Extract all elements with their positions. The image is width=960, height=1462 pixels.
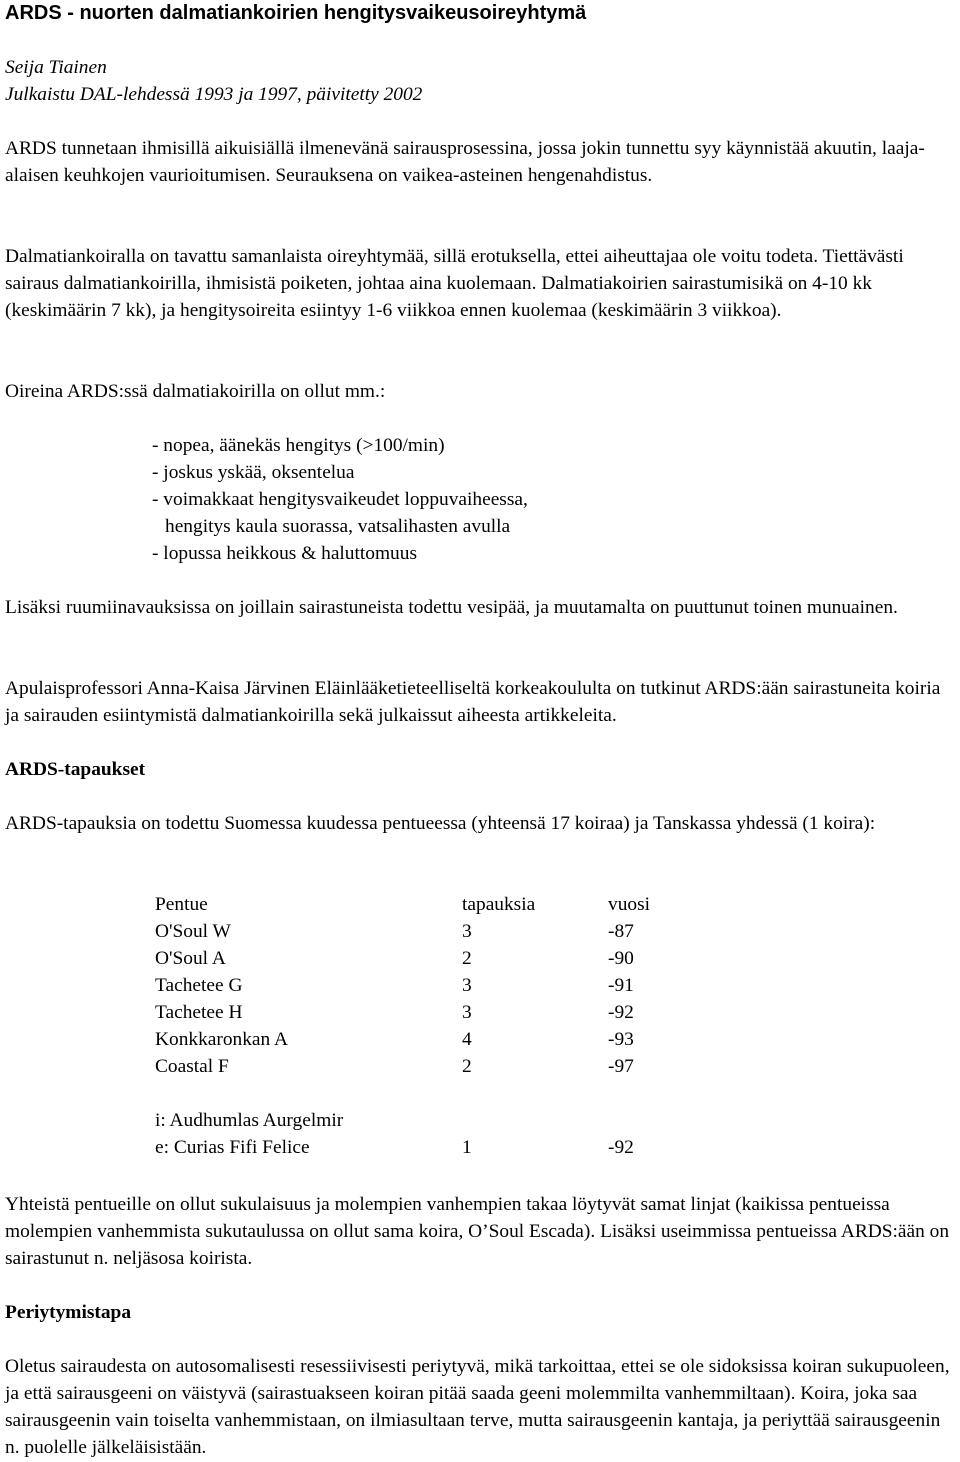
table-row: [155, 918, 708, 945]
cases-cell: 3: [462, 975, 472, 996]
symptoms-intro: Oireina ARDS:ssä dalmatiakoirilla on ollut mm.:: [5, 381, 386, 402]
list-item: hengitys kaula suorassa, vatsalihasten avulla: [165, 516, 511, 537]
research-paragraph: Apulaisprofessori Anna-Kaisa Järvinen Eläinlääketieteelliseltä korkeakoululta on tutkinut ARDS:ään sairastuneita koiria ja sairauden esiintymistä dalmatiankoirilla sekä julkaissut aiheesta artikkeleita.: [5, 678, 941, 726]
symptom-list: [152, 432, 852, 567]
dam-cell: e: Curias Fifi Felice: [155, 1137, 310, 1158]
cases-cell: 4: [462, 1029, 472, 1050]
column-header-year: vuosi: [608, 894, 651, 915]
table-row: [155, 999, 708, 1026]
list-item: - joskus yskää, oksentelua: [152, 462, 355, 483]
page-title: ARDS - nuorten dalmatiankoirien hengitysvaikeusoireyhtymä: [5, 2, 587, 24]
cases-table: [155, 891, 708, 1161]
cases-cell: 2: [462, 1056, 472, 1077]
intro-paragraph: ARDS tunnetaan ihmisillä aikuisiällä ilmenevänä sairausprosessina, jossa jokin tunnettu syy käynnistää akuutin, laaja-alaisen keuhkojen vaurioitumisen. Seurauksena on vaikea-asteinen hengenahdistus.: [5, 138, 925, 186]
table-row: [155, 945, 708, 972]
cases-cell: 3: [462, 921, 472, 942]
year-cell: -92: [608, 1002, 634, 1023]
table-row: [155, 1053, 708, 1080]
litter-cell: O'Soul A: [155, 948, 226, 969]
list-item: - lopussa heikkous & haluttomuus: [152, 543, 417, 564]
year-cell: -87: [608, 921, 634, 942]
cases-cell: 3: [462, 1002, 472, 1023]
cases-heading: ARDS-tapaukset: [5, 759, 146, 780]
year-cell: -91: [608, 975, 634, 996]
table-row-danish-dam: [155, 1134, 708, 1161]
common-lineage-paragraph: Yhteistä pentueille on ollut sukulaisuus ja molempien vanhempien takaa löytyvät samat linjat (kaikissa pentueissa molempien vanhemmista sukutaulussa on ollut sama koira, O’Soul Escada). Lisäksi useimmissa pentueissa ARDS:ään on sairastunut n. neljäsosa koirista.: [5, 1194, 950, 1269]
inheritance-heading: Periytymistapa: [5, 1302, 132, 1323]
year-cell: -92: [608, 1137, 634, 1158]
column-header-litter: Pentue: [155, 894, 208, 915]
year-cell: -97: [608, 1056, 634, 1077]
author-line: Seija Tiainen: [5, 57, 107, 78]
autopsy-paragraph: Lisäksi ruumiinavauksissa on joillain sairastuneista todettu vesipää, ja muutamalta on puuttunut toinen munuainen.: [5, 597, 898, 618]
table-spacer: [155, 1080, 708, 1107]
inheritance-paragraph: Oletus sairaudesta on autosomalisesti resessiivisesti periytyvä, mikä tarkoittaa, ettei se ole sidoksissa koiran sukupuoleen, ja että sairausgeeni on väistyvä (sairastuakseen koiran pitää saada geeni molemmilta vanhemmiltaan). Koira, joka saa sairausgeenin vain toiselta vanhemmistaan, on ilmiasultaan terve, mutta sairausgeenin kantaja, ja periyttää sairausgeenin n. puolelle jälkeläisistään.: [5, 1356, 950, 1458]
dalmatian-paragraph: Dalmatiankoiralla on tavattu samanlaista oireyhtymää, sillä erotuksella, ettei aiheuttajaa ole voitu todeta. Tiettävästi sairaus dalmatiankoirilla, ihmisistä poiketen, johtaa aina kuolemaan. Dalmatiakoirien sairastumisikä on 4-10 kk (keskimäärin 7 kk), ja hengitysoireita esiintyy 1-6 viikkoa ennen kuolemaa (keskimäärin 3 viikkoa).: [5, 246, 904, 321]
sire-cell: i: Audhumlas Aurgelmir: [155, 1110, 344, 1131]
cases-cell: 2: [462, 948, 472, 969]
cases-intro-paragraph: ARDS-tapauksia on todettu Suomessa kuudessa pentueessa (yhteensä 17 koiraa) ja Tanskassa yhdessä (1 koira):: [5, 813, 876, 834]
table-row: [155, 1026, 708, 1053]
column-header-cases: tapauksia: [462, 894, 536, 915]
litter-cell: Tachetee G: [155, 975, 243, 996]
cases-cell: 1: [462, 1137, 472, 1158]
table-row: [155, 972, 708, 999]
table-header-row: [155, 891, 708, 918]
litter-cell: Tachetee H: [155, 1002, 243, 1023]
year-cell: -90: [608, 948, 634, 969]
litter-cell: Konkkaronkan A: [155, 1029, 289, 1050]
litter-cell: O'Soul W: [155, 921, 231, 942]
publication-line: Julkaistu DAL-lehdessä 1993 ja 1997, päivitetty 2002: [5, 84, 423, 105]
litter-cell: Coastal F: [155, 1056, 229, 1077]
list-item: - voimakkaat hengitysvaikeudet loppuvaiheessa,: [152, 489, 528, 510]
list-item: - nopea, äänekäs hengitys (>100/min): [152, 435, 445, 456]
year-cell: -93: [608, 1029, 634, 1050]
table-row-danish-sire: [155, 1107, 708, 1134]
